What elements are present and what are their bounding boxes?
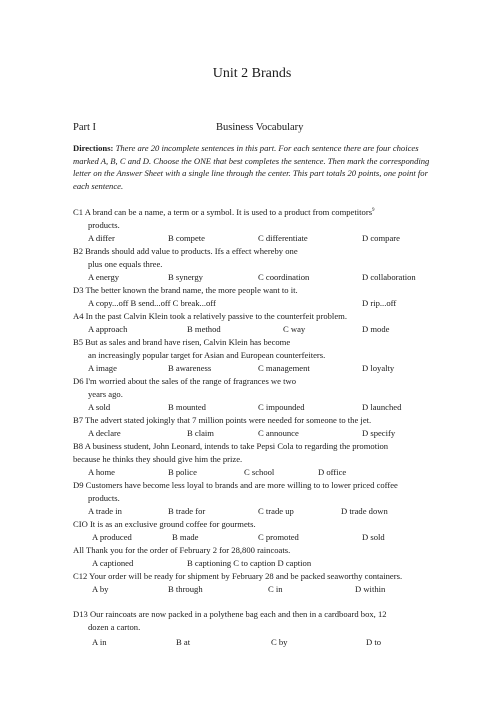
option: D mode xyxy=(362,324,390,334)
option: D specify xyxy=(362,428,396,438)
question-line: D13 Our raincoats are now packed in a polythene bag each and then in a cardboard box, 12 xyxy=(73,609,387,619)
option: A home xyxy=(88,467,115,477)
question-line: dozen a carton. xyxy=(88,622,141,632)
option: C in xyxy=(268,584,283,594)
question-line: B8 A business student, John Leonard, intends to take Pepsi Cola to regarding the promotion xyxy=(73,441,389,451)
option: C announce xyxy=(258,428,299,438)
question-line: C1 A brand can be a name, a term or a symbol. It is used to a product from competitors$^9$ xyxy=(73,207,375,217)
question-line: All Thank you for the order of February 2 for 28,800 raincoats. xyxy=(73,545,291,555)
option: A declare xyxy=(88,428,121,438)
option: A sold xyxy=(88,402,111,412)
option: B synergy xyxy=(168,272,203,282)
option: A energy xyxy=(88,272,120,282)
option: A copy...off B send...off C break...off xyxy=(88,298,216,308)
question-line: C12 Your order will be ready for shipment by February 28 and be packed seaworthy containers. xyxy=(73,571,403,581)
option: D loyalty xyxy=(362,363,395,373)
option: C differentiate xyxy=(258,233,308,243)
question-line: D6 I'm worried about the sales of the range of fragrances we two xyxy=(73,376,296,386)
directions-text: There are 20 incomplete sentences in this part. For each sentence there are four choices marked A, B, C and D. Choose the ONE that best completes the sentence. Then mark the corresponding letter on the Answer Sheet with a single line through the center. This part totals 20 points, one point for each sentence. xyxy=(73,143,430,191)
option: D trade down xyxy=(341,506,388,516)
option: A in xyxy=(92,637,107,647)
option: D rip...off xyxy=(362,298,397,308)
question-line: B2 Brands should add value to products. Ifs a effect whereby one xyxy=(73,246,298,256)
question-line: because he thinks they should give him the prize. xyxy=(73,454,243,464)
option: B captioning C to caption D caption xyxy=(187,558,312,568)
question-line: years ago. xyxy=(88,389,123,399)
option: A produced xyxy=(92,532,132,542)
question-line: products. xyxy=(88,220,120,230)
option: D office xyxy=(318,467,347,477)
option: B police xyxy=(168,467,197,477)
question-line: B5 But as sales and brand have risen, Calvin Klein has become xyxy=(73,337,291,347)
question-line: D9 Customers have become less loyal to brands and are more willing to to lower priced coffee xyxy=(73,480,398,490)
directions-label: Directions: xyxy=(73,143,114,153)
question-line: B7 The advert stated jokingly that 7 million points were needed for someone to the jet. xyxy=(73,415,372,425)
option: C coordination xyxy=(258,272,310,282)
part-label: Part I xyxy=(73,122,97,133)
option: C by xyxy=(271,637,288,647)
question-line: A4 In the past Calvin Klein took a relatively passive to the counterfeit problem. xyxy=(73,311,347,321)
option: C impounded xyxy=(258,402,305,412)
option: B mounted xyxy=(168,402,206,412)
option: D sold xyxy=(362,532,385,542)
option: D compare xyxy=(362,233,400,243)
question-line: CIO It is as an exclusive ground coffee for gourmets. xyxy=(73,519,256,529)
question-line: an increasingly popular target for Asian and European counterfeiters. xyxy=(88,350,326,360)
option: C management xyxy=(258,363,310,373)
option: D launched xyxy=(362,402,402,412)
option: B at xyxy=(176,637,191,647)
directions xyxy=(73,142,443,192)
option: D to xyxy=(366,637,382,647)
option: B compete xyxy=(168,233,205,243)
option: C promoted xyxy=(258,532,299,542)
option: C trade up xyxy=(258,506,294,516)
option: A approach xyxy=(88,324,128,334)
option: B method xyxy=(187,324,221,334)
option: D within xyxy=(355,584,386,594)
option: C way xyxy=(283,324,306,334)
option: B through xyxy=(168,584,203,594)
page-title: Unit 2 Brands xyxy=(212,66,292,81)
part-title: Business Vocabulary xyxy=(216,122,304,133)
option: C school xyxy=(244,467,275,477)
option: A trade in xyxy=(88,506,122,516)
option: A image xyxy=(88,363,117,373)
option: B made xyxy=(172,532,199,542)
question-line: D3 The better known the brand name, the more people want to it. xyxy=(73,285,298,295)
option: B awareness xyxy=(168,363,212,373)
option: A by xyxy=(92,584,109,594)
question-line: products. xyxy=(88,493,120,503)
option: D collaboration xyxy=(362,272,416,282)
option: A captioned xyxy=(92,558,134,568)
option: A differ xyxy=(88,233,115,243)
option: B trade for xyxy=(168,506,206,516)
question-line: plus one equals three. xyxy=(88,259,163,269)
option: B claim xyxy=(187,428,214,438)
